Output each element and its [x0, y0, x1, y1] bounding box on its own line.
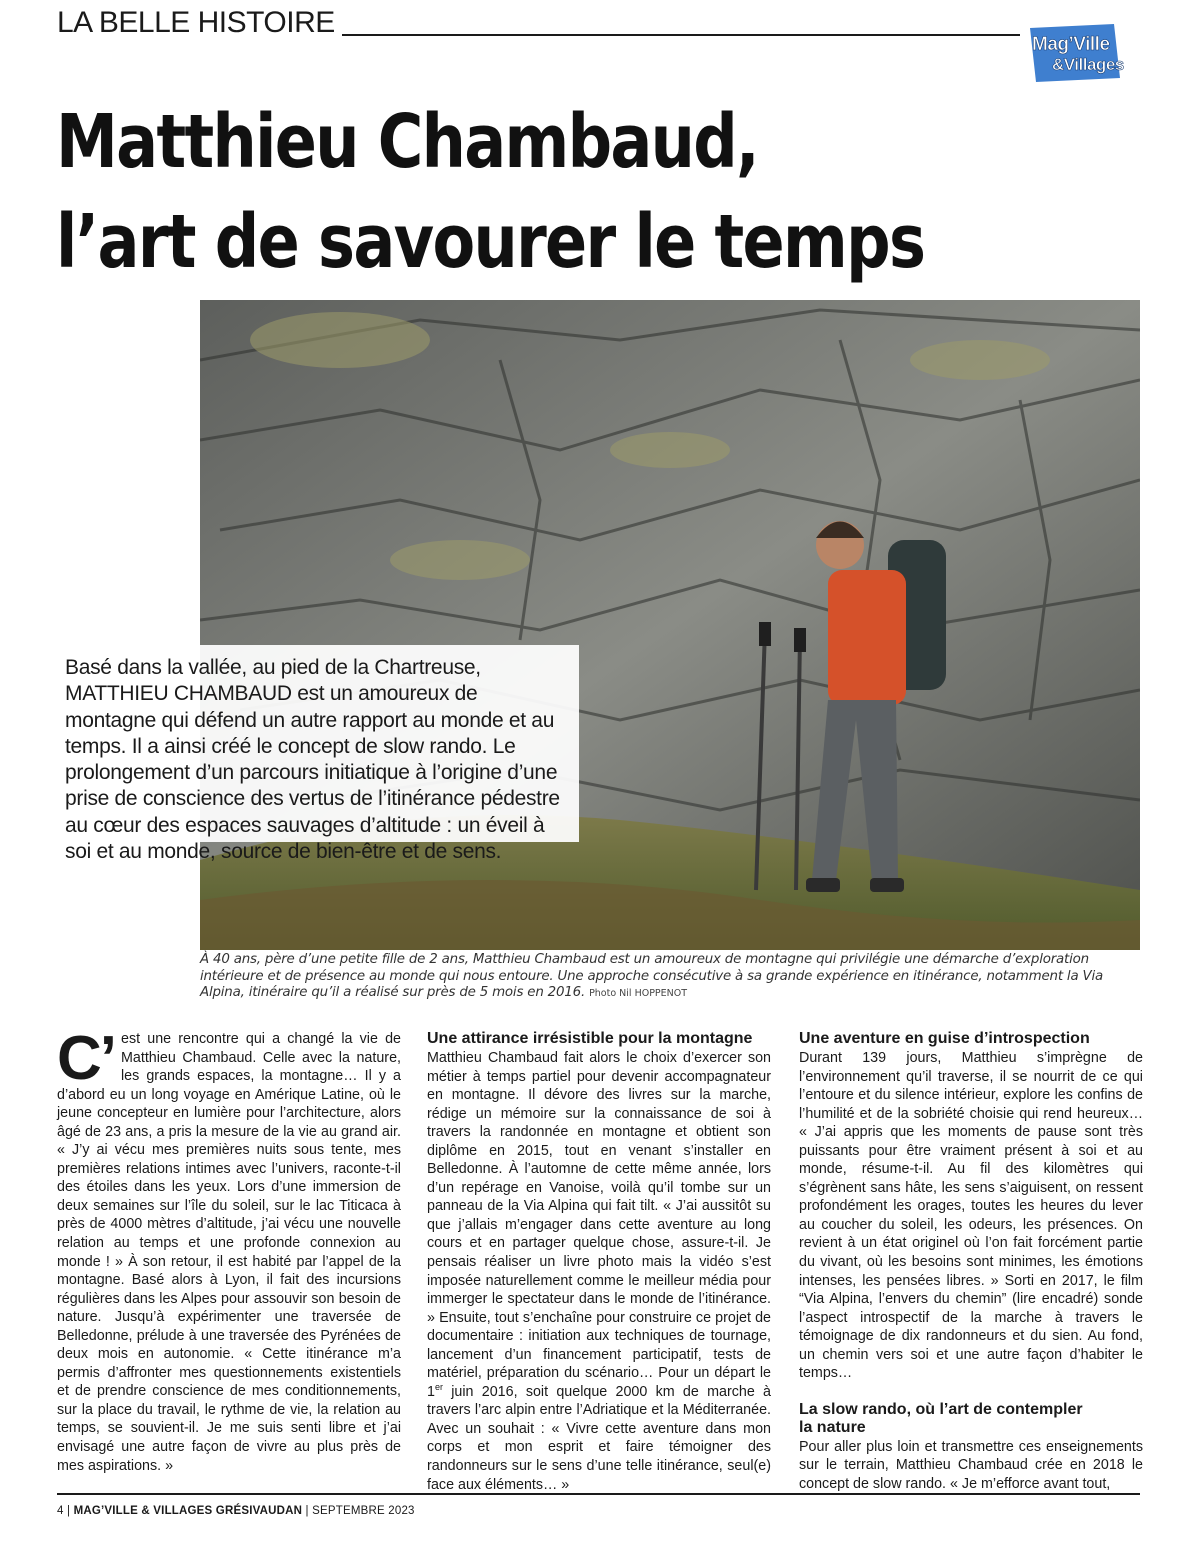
- photo-credit: Photo Nil HOPPENOT: [589, 988, 688, 999]
- headline-line-2: l’art de savourer le temps: [56, 199, 925, 285]
- column-3-body-2: Pour aller plus loin et transmettre ces enseignements sur le terrain, Matthieu Chambaud crée en 2018 le concept de slow rando. « Je m’efforce avant tout,: [799, 1438, 1143, 1492]
- subhead-slow-rando-line-1: La slow rando, où l’art de contempler: [799, 1400, 1083, 1418]
- subhead-attirance: Une attirance irrésistible pour la montagne: [427, 1030, 753, 1047]
- page-number: 4: [57, 1505, 64, 1517]
- column-2-body: [427, 1049, 771, 1494]
- column-2-body-a: Matthieu Chambaud fait alors le choix d’exercer son métier à temps partiel pour devenir accompagnateur en montagne. Il dévore des livres sur la marche, rédige un mémoire sur la connaissance de soi à travers la randonnée en montagne et obtient son diplôme en 2015, tout en venant s’installer en Belledonne. À l’automne de cette même année, lors d’un repérage en Vanoise, voilà qu’il tombe sur un panneau de la Via Alpina qui fait tilt. « J’ai aussitôt su que j’allais m’engager dans cette aventure au long cours et en partager quelque chose, assure-t-il. Je pensais réaliser un livre photo mais la vidéo s’est imposée naturellement comme le meilleur média pour immerger le spectateur dans le monde de l’itinérance. » Ensuite, tout s’enchaîne pour construire ce projet de documentaire : initiation aux techniques de tournage, lancement d’un financement participatif, tests de matériel, préparation du scénario… Pour un départ le 1: [427, 1050, 771, 1400]
- ordinal-superscript: er: [434, 1382, 443, 1393]
- logo-line-2: &Villages: [1052, 55, 1124, 74]
- subhead-introspection: Une aventure en guise d’introspection: [799, 1030, 1090, 1047]
- magazine-name: MAG’VILLE & VILLAGES GRÉSIVAUDAN: [73, 1505, 303, 1517]
- column-2-body-b: juin 2016, soit quelque 2000 km de marche à travers l’arc alpin entre l’Adriatique et la Méditerranée. Avec un souhait : « Vivre cette aventure dans mon corps et mon esprit et faire témoigner des randonneurs sur le sens d’une telle itinérance, seul(e) face aux éléments… »: [427, 1383, 771, 1493]
- article-column-2: [427, 1030, 771, 1494]
- intro-box: [57, 645, 579, 864]
- article-column-3: [799, 1030, 1143, 1493]
- photo-caption: [200, 952, 1150, 1003]
- page-footer: 4 | MAG’VILLE & VILLAGES GRÉSIVAUDAN | SEPTEMBRE 2023: [57, 1505, 415, 1517]
- rubric-rule: [342, 34, 1020, 36]
- drop-cap: C’: [57, 1024, 115, 1093]
- article-column-1: [57, 1024, 401, 1475]
- column-1-body: est une rencontre qui a changé la vie de Matthieu Chambaud. Celle avec la nature, les grands espaces, la montagne… Il y a d’abord eu un long voyage en Amérique Latine, où le jeune concepteur en lumière pour l’architecture, alors âgé de 23 ans, a pris la mesure de la vie au grand air. « J’y ai vécu mes premières nuits sous tente, mes premières relations intimes avec l’univers, raconte-t-il des étoiles dans les yeux. Lors d’une immersion de deux semaines sur l’île du soleil, sur le lac Titicaca à près de 4000 mètres d’altitude, j’ai vécu une nouvelle relation au temps et une profonde connexion au monde ! » À son retour, il est habité par l’appel de la montagne. Basé alors à Lyon, il fait des incursions régulières dans les Alpes pour assouvir son besoin de nature. Jusqu’à expérimenter une traversée de Belledonne, prélude à une traversée des Pyrénées de deux mois en autonomie. « Cette itinérance m’a permis d’affronter mes questionnements existentiels et de prendre conscience de mes conditionnements, sur la place du travail, le rythme de vie, la relation au temps, se souvient-il. Je me suis senti libre et j’ai envisagé une autre façon de vivre au plus près de mes aspirations. »: [57, 1031, 401, 1474]
- logo-line-1: Mag’Ville: [1032, 34, 1110, 55]
- issue-date: SEPTEMBRE 2023: [312, 1505, 415, 1517]
- headline: [56, 92, 963, 292]
- footer-rule: [57, 1493, 1140, 1495]
- section-rubric: LA BELLE HISTOIRE: [57, 6, 335, 39]
- subhead-slow-rando: [799, 1401, 1143, 1437]
- intro-text: Basé dans la vallée, au pied de la Chartreuse, MATTHIEU CHAMBAUD est un amoureux de montagne qui défend un autre rapport au monde et au temps. Il a ainsi créé le concept de slow rando. Le prolongement d’un parcours initiatique à l’origine d’une prise de conscience des vertus de l’itinérance pédestre au cœur des espaces sauvages d’altitude : un éveil à soi et au monde, source de bien-être et de sens.: [65, 656, 560, 864]
- orange-shirt: [828, 570, 906, 705]
- headline-line-1: Matthieu Chambaud,: [56, 99, 759, 185]
- column-3-body-1: Durant 139 jours, Matthieu s’imprègne de l’environnement qu’il traverse, il se nourrit de ce qui l’entoure et du silence intérieur, explore les confins de l’humilité et de la sobriété choisie qui rend heureux… « J’ai appris que les moments de pause sont très puissants pour être vraiment présent à soi et au monde, résume-t-il. Au fil des kilomètres qui s’égrènent sans hâte, les sens s’aiguisent, on ressent profondément les orages, toutes les heures du lever au coucher du soleil, les odeurs, les présences. On revient à un état originel où l’on fait forcément partie du vivant, où les besoins sont minimes, les émotions intenses, les pensées libres. » Sorti en 2017, le film “Via Alpina, l’envers du chemin” (lire encadré) sonde l’aspect introspectif de la marche à travers le témoignage de dix randonneurs et du sien. Au fond, un chemin vers soi et une autre façon d’habiter le temps…: [799, 1050, 1143, 1382]
- caption-text: À 40 ans, père d’une petite fille de 2 ans, Matthieu Chambaud est un amoureux de montagne qui privilégie une démarche d’exploration intérieure et de présence au monde qui nous entoure. Une approche consécutive à sa grande expérience en itinérance, notamment la Via Alpina, itinéraire qu’il a réalisé sur près de 5 mois en 2016.: [200, 952, 1103, 1000]
- subhead-slow-rando-line-2: la nature: [799, 1418, 866, 1436]
- magazine-logo: [1018, 22, 1142, 84]
